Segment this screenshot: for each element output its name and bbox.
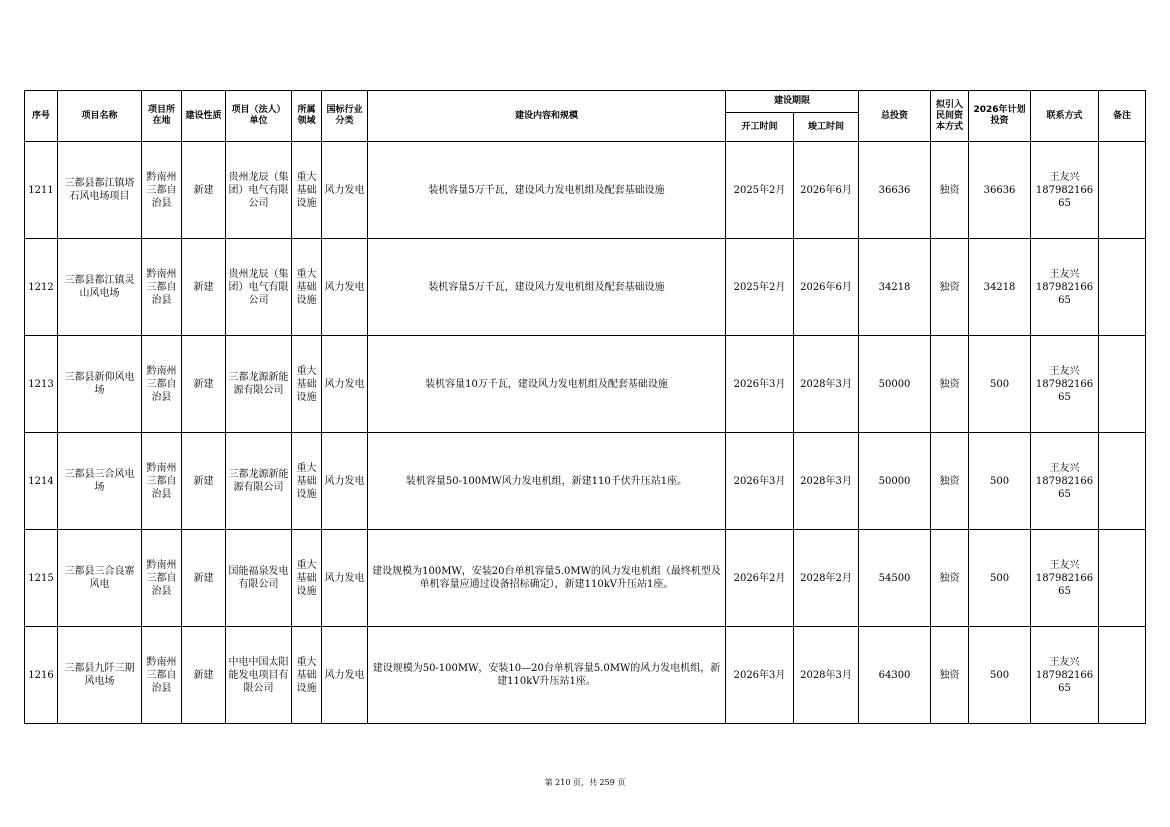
table-row: [25, 433, 1146, 530]
cell-location: 黔南州三都自治县: [142, 433, 182, 530]
cell-contact: [1031, 627, 1099, 724]
cell-total: 36636: [859, 142, 931, 239]
cell-seq: 1211: [25, 142, 58, 239]
cell-location: 黔南州三都自治县: [142, 336, 182, 433]
table-row: [25, 336, 1146, 433]
cell-content: 建设规模为50-100MW，安装10—20台单机容量5.0MW的风力发电机组，新建110kV升压站1座。: [368, 627, 726, 724]
cell-unit: 三都龙源新能源有限公司: [226, 433, 292, 530]
cell-capital: 独资: [931, 627, 969, 724]
cell-seq: 1212: [25, 239, 58, 336]
cell-domain: 重大基础设施: [292, 627, 322, 724]
cell-industry: 风力发电: [322, 142, 368, 239]
cell-unit: 贵州龙辰（集团）电气有限公司: [226, 142, 292, 239]
cell-content: 装机容量50-100MW风力发电机组，新建110千伏升压站1座。: [368, 433, 726, 530]
cell-nature: 新建: [182, 433, 226, 530]
cell-total: 50000: [859, 433, 931, 530]
header-row: [25, 91, 1146, 113]
cell-total: 64300: [859, 627, 931, 724]
cell-remark: [1099, 627, 1146, 724]
cell-nature: 新建: [182, 239, 226, 336]
cell-capital: 独资: [931, 142, 969, 239]
cell-end: 2028年3月: [794, 433, 859, 530]
contact-phone: 18798216665: [1035, 572, 1094, 597]
cell-name: 三都县三合良寨风电: [58, 530, 142, 627]
header-nature: 建设性质: [182, 91, 226, 142]
cell-domain: 重大基础设施: [292, 142, 322, 239]
cell-end: 2028年3月: [794, 627, 859, 724]
cell-nature: 新建: [182, 336, 226, 433]
contact-name: 王友兴: [1049, 365, 1080, 377]
cell-start: 2026年3月: [726, 433, 794, 530]
contact-name: 王友兴: [1049, 559, 1080, 571]
header-domain: 所属领域: [292, 91, 322, 142]
cell-location: 黔南州三都自治县: [142, 142, 182, 239]
table-row: [25, 530, 1146, 627]
cell-nature: 新建: [182, 530, 226, 627]
cell-start: 2025年2月: [726, 239, 794, 336]
cell-start: 2026年3月: [726, 336, 794, 433]
cell-capital: 独资: [931, 433, 969, 530]
cell-seq: 1214: [25, 433, 58, 530]
cell-seq: 1216: [25, 627, 58, 724]
table-row: [25, 627, 1146, 724]
contact-name: 王友兴: [1049, 268, 1080, 280]
contact-phone: 18798216665: [1035, 475, 1094, 500]
cell-end: 2028年3月: [794, 336, 859, 433]
cell-capital: 独资: [931, 530, 969, 627]
cell-start: 2026年3月: [726, 627, 794, 724]
cell-location: 黔南州三都自治县: [142, 530, 182, 627]
cell-location: 黔南州三都自治县: [142, 627, 182, 724]
header-industry: 国标行业分类: [322, 91, 368, 142]
cell-industry: 风力发电: [322, 530, 368, 627]
cell-contact: [1031, 530, 1099, 627]
cell-name: 三都县三合风电场: [58, 433, 142, 530]
cell-name: 三都县都江镇灵山风电场: [58, 239, 142, 336]
page-footer: 第 210 页，共 259 页: [544, 778, 626, 787]
header-location: 项目所在地: [142, 91, 182, 142]
cell-contact: [1031, 433, 1099, 530]
cell-nature: 新建: [182, 627, 226, 724]
header-capital: 拟引入民间资本方式: [931, 91, 969, 142]
contact-phone: 18798216665: [1035, 378, 1094, 403]
cell-nature: 新建: [182, 142, 226, 239]
header-period: 建设期限: [726, 91, 859, 113]
cell-total: 50000: [859, 336, 931, 433]
header-content: 建设内容和规模: [368, 91, 726, 142]
cell-unit: 国能福泉发电有限公司: [226, 530, 292, 627]
table-row: [25, 239, 1146, 336]
cell-plan: 500: [969, 627, 1031, 724]
cell-remark: [1099, 142, 1146, 239]
header-start: 开工时间: [726, 113, 794, 142]
contact-phone: 18798216665: [1035, 669, 1094, 694]
table-row: [25, 142, 1146, 239]
cell-total: 34218: [859, 239, 931, 336]
cell-end: 2026年6月: [794, 239, 859, 336]
cell-content: 装机容量5万千瓦，建设风力发电机组及配套基础设施: [368, 142, 726, 239]
cell-capital: 独资: [931, 239, 969, 336]
cell-content: 装机容量10万千瓦，建设风力发电机组及配套基础设施: [368, 336, 726, 433]
cell-end: 2028年2月: [794, 530, 859, 627]
contact-name: 王友兴: [1049, 171, 1080, 183]
cell-location: 黔南州三都自治县: [142, 239, 182, 336]
cell-name: 三都县九阡三期风电场: [58, 627, 142, 724]
cell-unit: 贵州龙辰（集团）电气有限公司: [226, 239, 292, 336]
cell-start: 2026年2月: [726, 530, 794, 627]
cell-remark: [1099, 530, 1146, 627]
header-contact: 联系方式: [1031, 91, 1099, 142]
header-unit: 项目（法人）单位: [226, 91, 292, 142]
header-remark: 备注: [1099, 91, 1146, 142]
cell-content: 建设规模为100MW，安装20台单机容量5.0MW的风力发电机组（最终机型及单机容量应通过设备招标确定），新建110kV升压站1座。: [368, 530, 726, 627]
header-name: 项目名称: [58, 91, 142, 142]
cell-start: 2025年2月: [726, 142, 794, 239]
cell-domain: 重大基础设施: [292, 239, 322, 336]
cell-domain: 重大基础设施: [292, 336, 322, 433]
cell-contact: [1031, 239, 1099, 336]
contact-name: 王友兴: [1049, 462, 1080, 474]
cell-domain: 重大基础设施: [292, 433, 322, 530]
cell-remark: [1099, 433, 1146, 530]
cell-name: 三都县都江镇塔石风电场项目: [58, 142, 142, 239]
cell-plan: 34218: [969, 239, 1031, 336]
cell-name: 三都县新仰风电场: [58, 336, 142, 433]
cell-domain: 重大基础设施: [292, 530, 322, 627]
cell-unit: 中电中国太阳能发电项目有限公司: [226, 627, 292, 724]
cell-plan: 500: [969, 336, 1031, 433]
cell-contact: [1031, 336, 1099, 433]
cell-total: 54500: [859, 530, 931, 627]
header-plan: 2026年计划投资: [969, 91, 1031, 142]
header-seq: 序号: [25, 91, 58, 142]
cell-plan: 36636: [969, 142, 1031, 239]
cell-seq: 1213: [25, 336, 58, 433]
header-total: 总投资: [859, 91, 931, 142]
cell-industry: 风力发电: [322, 239, 368, 336]
header-end: 竣工时间: [794, 113, 859, 142]
cell-end: 2026年6月: [794, 142, 859, 239]
contact-phone: 18798216665: [1035, 281, 1094, 306]
cell-plan: 500: [969, 433, 1031, 530]
cell-capital: 独资: [931, 336, 969, 433]
cell-content: 装机容量5万千瓦，建设风力发电机组及配套基础设施: [368, 239, 726, 336]
cell-seq: 1215: [25, 530, 58, 627]
cell-industry: 风力发电: [322, 627, 368, 724]
cell-industry: 风力发电: [322, 336, 368, 433]
contact-name: 王友兴: [1049, 656, 1080, 668]
project-table: [24, 90, 1146, 724]
cell-unit: 三都龙源新能源有限公司: [226, 336, 292, 433]
cell-industry: 风力发电: [322, 433, 368, 530]
cell-plan: 500: [969, 530, 1031, 627]
cell-contact: [1031, 142, 1099, 239]
cell-remark: [1099, 239, 1146, 336]
cell-remark: [1099, 336, 1146, 433]
contact-phone: 18798216665: [1035, 184, 1094, 209]
